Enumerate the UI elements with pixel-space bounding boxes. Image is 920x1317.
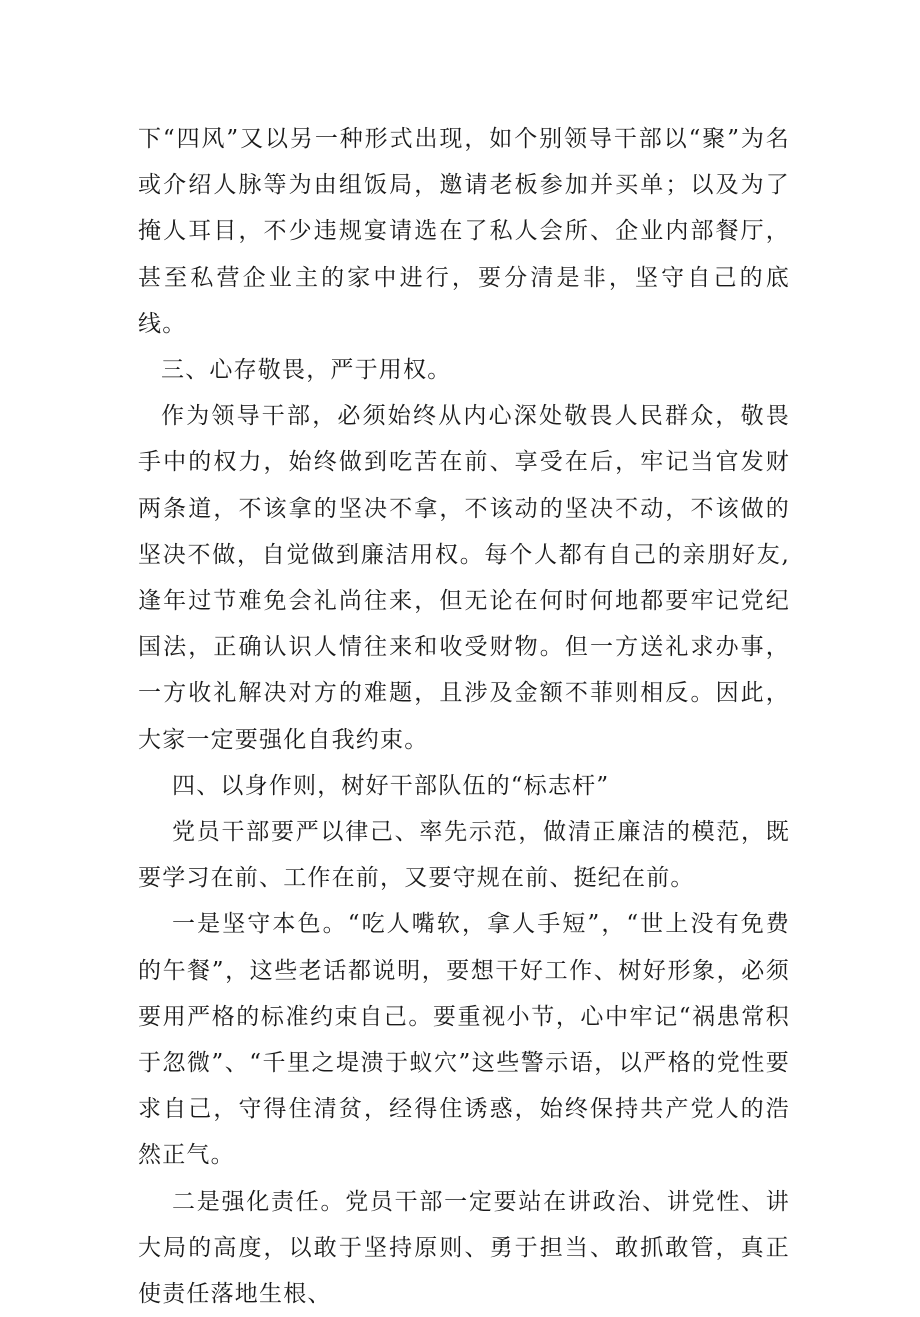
document-body: [138, 116, 790, 1317]
paragraph-point-two: 二是强化责任。党员干部一定要站在讲政治、讲党性、讲大局的高度，以敢于坚持原则、勇于担当、敢抓敢管，真正使责任落地生根、: [138, 1188, 790, 1308]
paragraph-continuation: 下“四风”又以另一种形式出现，如个别领导干部以“聚”为名或介绍人脉等为由组饭局，邀请老板参加并买单；以及为了掩人耳目，不少违规宴请选在了私人会所、企业内部餐厅，甚至私营企业主的家中进行，要分清是非，坚守自己的底线。: [138, 126, 790, 337]
paragraph-point-one: 一是坚守本色。“吃人嘴软，拿人手短”，“世上没有免费的午餐”，这些老话都说明，要想干好工作、树好形象，必须要用严格的标准约束自己。要重视小节，心中牢记“祸患常积于忽微”、“千里之堤溃于蚁穴”这些警示语，以严格的党性要求自己，守得住清贫，经得住诱惑，始终保持共产党人的浩然正气。: [138, 911, 790, 1169]
paragraph-respect-power: 作为领导干部，必须始终从内心深处敬畏人民群众，敬畏手中的权力，始终做到吃苦在前、享受在后，牢记当官发财两条道，不该拿的坚决不拿，不该动的坚决不动，不该做的坚决不做，自觉做到廉洁用权。每个人都有自己的亲朋好友,逢年过节难免会礼尚往来，但无论在何时何地都要牢记党纪国法，正确认识人情往来和收受财物。但一方送礼求办事，一方收礼解决对方的难题，且涉及金额不菲则相反。因此，大家一定要强化自我约束。: [138, 403, 790, 753]
section-heading-4: 四、以身作则，树好干部队伍的“标志杆”: [172, 772, 610, 799]
paragraph-lead-by-example: 党员干部要严以律己、率先示范，做清正廉洁的模范，既要学习在前、工作在前，又要守规在前、挺纪在前。: [138, 819, 790, 892]
section-heading-3: 三、心存敬畏，严于用权。: [161, 357, 452, 384]
